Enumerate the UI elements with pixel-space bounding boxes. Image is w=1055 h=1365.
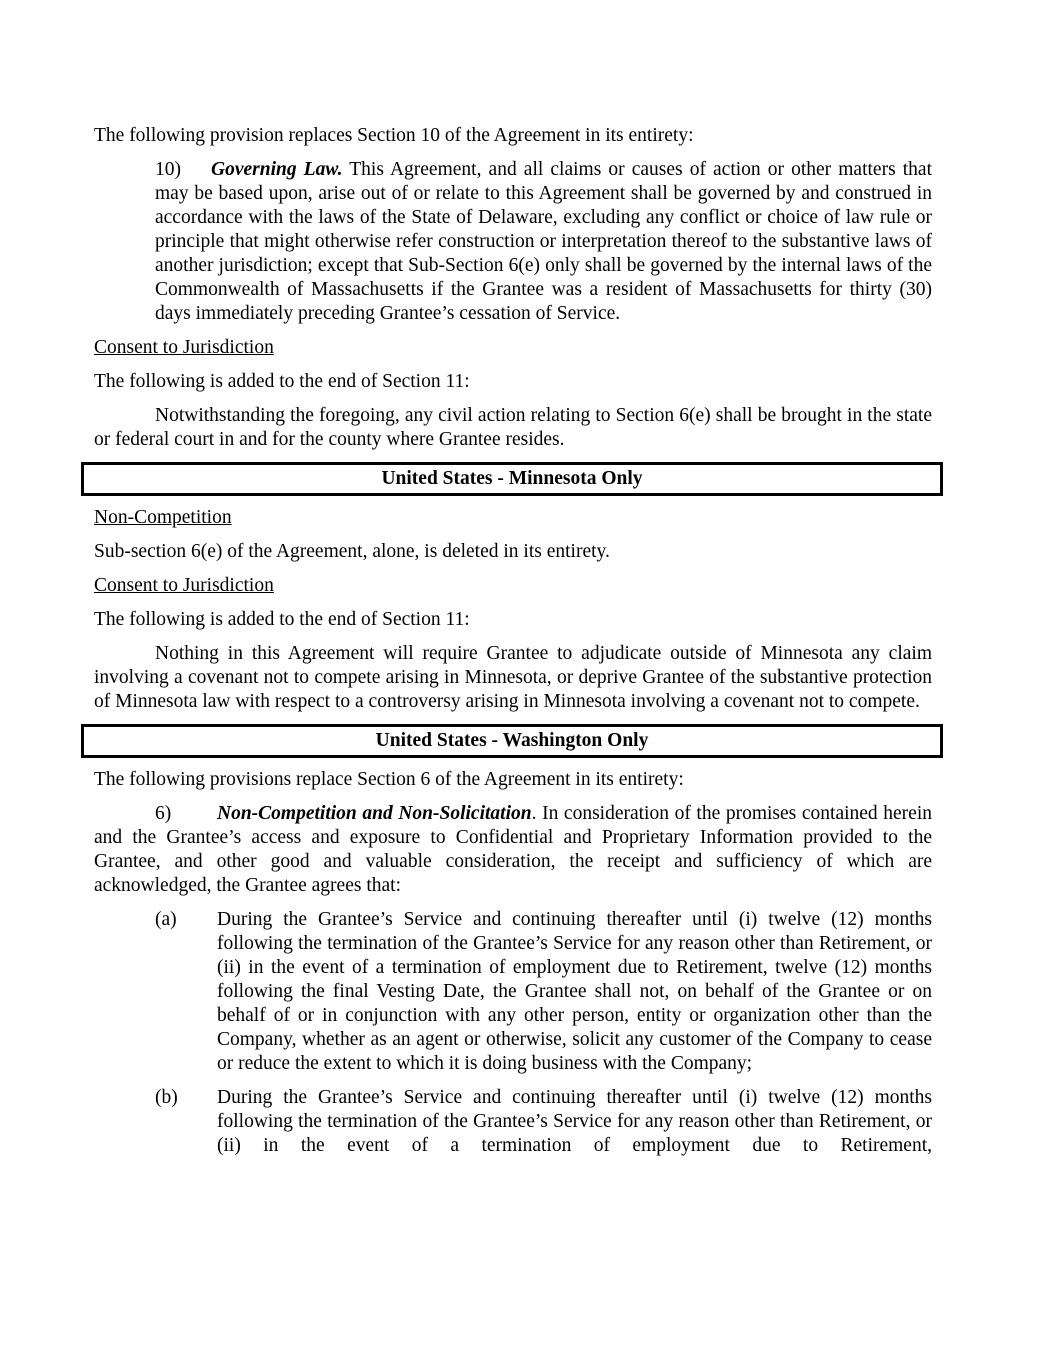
- noncompetition-text: Sub-section 6(e) of the Agreement, alone, is deleted in its entirety.: [94, 541, 610, 562]
- noncompetition-heading: Non-Competition: [94, 507, 232, 528]
- list-item-text: During the Grantee’s Service and continuing thereafter until (i) twelve (12) months following the termination of the Grantee’s Service for any reason other than Retirement, or (ii) in the event of a termination of employment due to Retirement,: [217, 1087, 932, 1156]
- list-item-label: (b): [155, 1087, 178, 1108]
- section11-added-2: The following is added to the end of Section 11:: [94, 609, 470, 630]
- minnesota-banner: United States - Minnesota Only: [81, 462, 943, 496]
- list-item-text: During the Grantee’s Service and continuing thereafter until (i) twelve (12) months following the termination of the Grantee’s Service for any reason other than Retirement, or (ii) in the event of a termination of employment due to Retirement, twelve (12) months following the final Vesting Date, the Grantee shall not, on behalf of the Grantee or on behalf of or in conjunction with any other person, entity or organization other than the Company, whether as an agent or otherwise, solicit any customer of the Company to cease or reduce the extent to which it is doing business with the Company;: [217, 909, 932, 1074]
- section6-number: 6): [155, 803, 172, 824]
- washington-intro: The following provisions replace Section 6 of the Agreement in its entirety:: [94, 769, 684, 790]
- section10-heading: Governing Law.: [211, 159, 343, 180]
- consent-heading-1: Consent to Jurisdiction: [94, 337, 274, 358]
- washington-banner: United States - Washington Only: [81, 724, 943, 758]
- section11-added-1: The following is added to the end of Section 11:: [94, 371, 470, 392]
- list-item: [155, 908, 932, 1076]
- section6-paragraph: [94, 802, 932, 898]
- list-item: [155, 1086, 932, 1158]
- section10-intro: The following provision replaces Section 10 of the Agreement in its entirety:: [94, 125, 694, 146]
- section6-body: . In consideration of the promises contained herein and the Grantee’s access and exposure to Confidential and Proprietary Information provided to the Grantee, and other good and valuable consideration, the receipt and sufficiency of which are acknowledged, the Grantee agrees that:: [94, 803, 932, 896]
- section10-paragraph: [155, 158, 932, 326]
- consent-heading-2: Consent to Jurisdiction: [94, 575, 274, 596]
- section6-heading: Non-Competition and Non-Solicitation: [217, 803, 532, 824]
- minnesota-paragraph: Nothing in this Agreement will require Grantee to adjudicate outside of Minnesota any claim involving a covenant not to compete arising in Minnesota, or deprive Grantee of the substantive protection of Minnesota law with respect to a controversy arising in Minnesota involving a covenant not to compete.: [94, 643, 932, 712]
- list-item-label: (a): [155, 909, 177, 930]
- section10-number: 10): [155, 159, 181, 180]
- notwithstanding-paragraph: Notwithstanding the foregoing, any civil action relating to Section 6(e) shall be brought in the state or federal court in and for the county where Grantee resides.: [94, 405, 932, 450]
- section10-body: This Agreement, and all claims or causes of action or other matters that may be based upon, arise out of or relate to this Agreement shall be governed by and construed in accordance with the laws of the State of Delaware, excluding any conflict or choice of law rule or principle that might otherwise refer construction or interpretation thereof to the substantive laws of another jurisdiction; except that Sub-Section 6(e) only shall be governed by the internal laws of the Commonwealth of Massachusetts if the Grantee was a resident of Massachusetts for thirty (30) days immediately preceding Grantee’s cessation of Service.: [155, 159, 932, 324]
